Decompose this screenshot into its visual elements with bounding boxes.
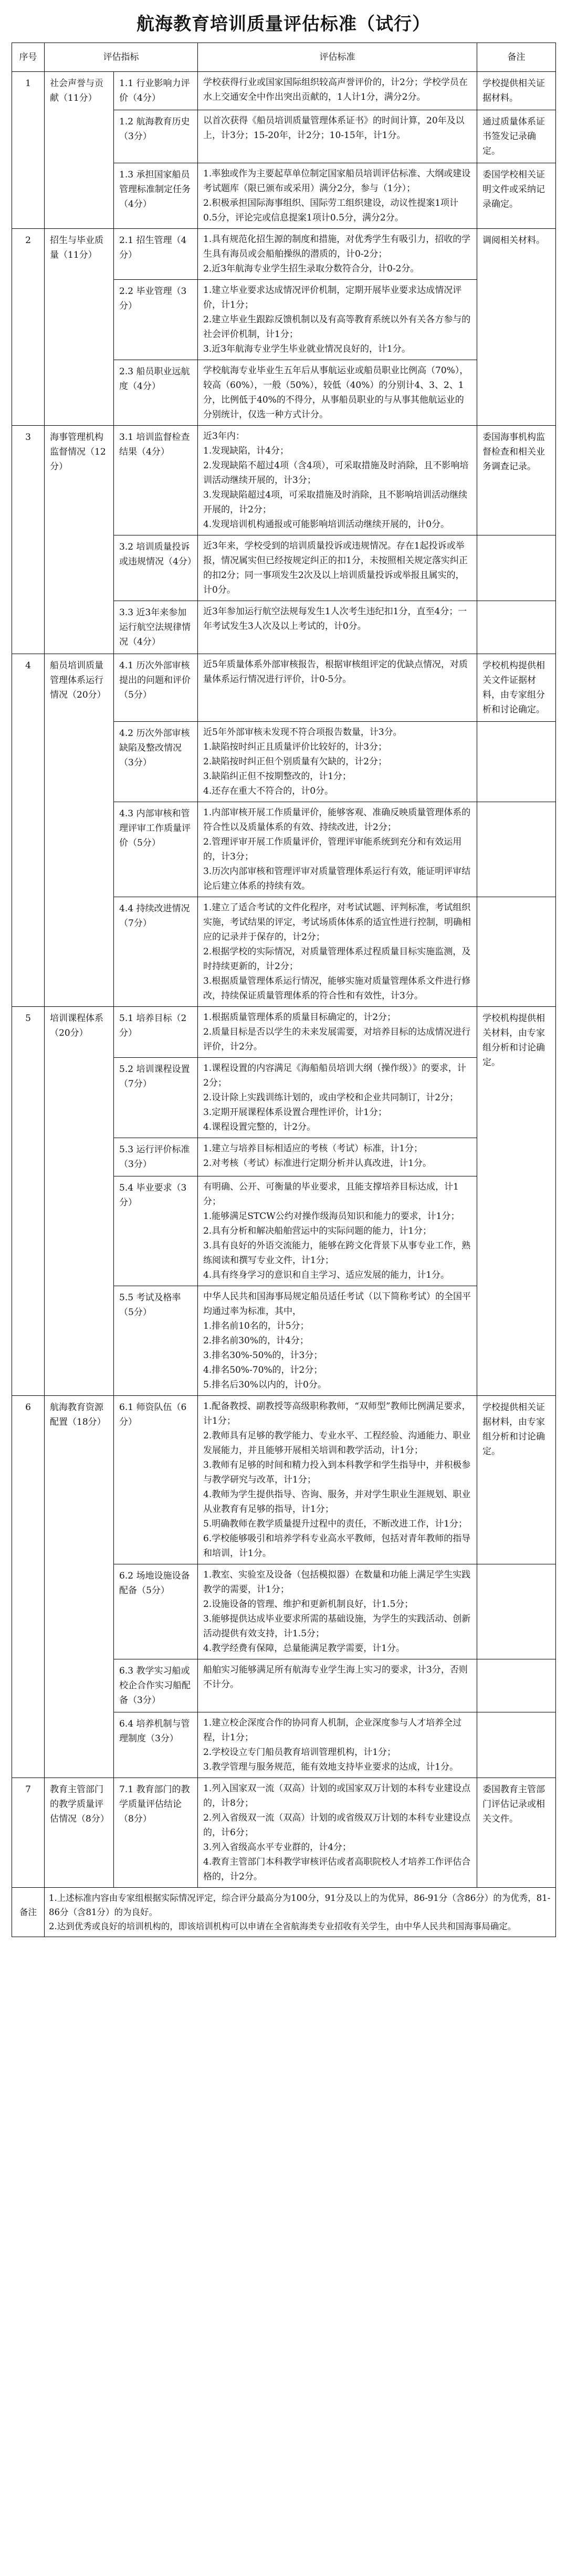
note-cell [477, 897, 556, 1007]
standard-line: 3.近3年航海专业学生毕业就业情况良好的，计1分。 [203, 344, 411, 354]
standard-line: 2.积极承担国际海事组织、国际劳工组织建设，动议性提案1项计0.5分，评论完或信息提案1项计0.5分，满分2分。 [203, 198, 459, 223]
row-seq: 2 [12, 229, 45, 426]
standard-line: 3.具有良好的外语交流能力，能够在跨文化背景下从事专业工作，熟练阅读和撰写专业文件，计1分； [203, 1240, 471, 1266]
standard-cell [198, 897, 477, 1007]
level2-indicator: 1.2 航海教育历史（3分） [114, 110, 198, 163]
note-cell [477, 722, 556, 802]
standard-cell [198, 535, 477, 601]
standard-line: 近3年内： [203, 431, 245, 441]
standard-line: 1.配备教授、副教授等高级职称教师，“双师型”教师比例满足要求，计1分； [203, 1401, 471, 1426]
standard-line: 3.排名30%-50%的，计3分； [203, 1350, 323, 1361]
row-seq: 5 [12, 1007, 45, 1396]
standard-line: 有明确、公开、可衡量的毕业要求，且能支撑培养目标达成，计1分； [203, 1182, 459, 1207]
standard-line: 2.教师具有足够的教学能力、专业水平、工程经验、沟通能力、职业发展能力，并且能够开展相关培训和教学活动，计1分； [203, 1431, 471, 1456]
standard-cell [198, 1778, 477, 1888]
level2-indicator: 4.4 持续改进情况（7分） [114, 897, 198, 1007]
standard-line: 1.根据质量管理体系的质量目标确定的，计2分； [203, 1012, 396, 1023]
standard-cell [198, 163, 477, 229]
standard-line: 5.排名后30%以内的，计0分。 [203, 1380, 327, 1390]
standard-cell [198, 1396, 477, 1564]
header-note: 备注 [477, 43, 556, 72]
level2-indicator: 2.2 毕业管理（3分） [114, 280, 198, 360]
standard-cell [198, 1564, 477, 1659]
standard-cell [198, 802, 477, 897]
level2-indicator: 4.1 历次外部审核提出的问题和评价（5分） [114, 654, 198, 722]
standard-line: 2.具有分析和解决船舶营运中的实际问题的能力，计1分； [203, 1226, 432, 1236]
header-seq: 序号 [12, 43, 45, 72]
standard-line: 2.列入省级双一流（双高）计划的或省级双万计划的本科专业建设点的，计6分； [203, 1813, 471, 1838]
standard-line: 1.建立校企深度合作的协同育人机制，企业深度参与人才培养全过程，计1分； [203, 1718, 462, 1743]
level2-indicator: 3.3 近3年来参加运行航空法规律情况（4分） [114, 601, 198, 654]
standard-line: 2.排名前30%的，计4分； [203, 1336, 309, 1346]
standard-line: 1.建立与培养目标相适应的考核（考试）标准，计1分； [203, 1143, 423, 1154]
note-cell: 通过质量体系证书签发记录确定。 [477, 110, 556, 163]
standard-line: 3.历次内部审核和管理评审对质量管理体系运行有效，能证明评审结论后建立体系的持续有效。 [203, 866, 471, 891]
standard-line: 1.内部审核开展工作质量评价，能够客观、准确反映质量管理体系的符合性以及质量体系的有效、持续改进，计2分； [203, 807, 471, 833]
standard-cell [198, 654, 477, 722]
note-cell [477, 1564, 556, 1659]
standard-line: 以首次获得《船员培训质量管理体系证书》的时间计算，20年及以上，计3分；15-20年，计2分；10-15年，计1分。 [203, 115, 465, 141]
standard-line: 1.排名前10名的，计5分； [203, 1321, 309, 1331]
table-row [12, 1778, 556, 1888]
header-indicator: 评估指标 [45, 43, 198, 72]
table-row [12, 1007, 556, 1058]
note-cell: 学校机构提供相关材料，由专家组分析和讨论确定。 [477, 1007, 556, 1396]
row-seq: 7 [12, 1778, 45, 1888]
note-cell: 委国教育主管部门评估记录或相关文件。 [477, 1778, 556, 1888]
standard-line: 4.具有终身学习的意识和自主学习、适应发展的能力，计1分。 [203, 1270, 450, 1280]
standard-cell [198, 280, 477, 360]
standard-line: 1.能够满足STCW公约对操作级海员知识和能力的要求，计1分； [203, 1211, 460, 1222]
standard-line: 2.质量目标是否以学生的未来发展需要，对培养目标的达成情况进行评价，计2分。 [203, 1027, 471, 1052]
standard-line: 学校航海专业毕业生五年后从事航运业或船员职业比例高（70%），较高（60%），一般（50%），较低（40%）的分别计4、3、2、1分，比例低于40%的不得分，从事船员职业的与从事其他航运业的分别统计，仅选一种方式计分。 [203, 365, 469, 420]
standard-line: 3.定期开展课程体系设置合理性评价，计1分； [203, 1107, 387, 1118]
standard-line: 4.发现培训机构通报或可能影响培训活动继续开展的，计0分。 [203, 519, 450, 530]
standard-cell [198, 426, 477, 535]
note-cell [477, 1712, 556, 1778]
level1-indicator: 社会声誉与贡献（11分） [45, 72, 114, 229]
table-row [12, 72, 556, 110]
note-cell: 委国海事机构监督检查和相关业务调查记录。 [477, 426, 556, 535]
table-row [12, 426, 556, 535]
standard-line: 2.对考核（考试）标准进行定期分析并认真改进，计1分。 [203, 1158, 432, 1169]
level2-indicator: 1.1 行业影响力评价（4分） [114, 72, 198, 110]
level2-indicator: 2.1 招生管理（4分） [114, 229, 198, 280]
level2-indicator: 6.2 场地设施设备配备（5分） [114, 1564, 198, 1659]
standard-cell [198, 1286, 477, 1396]
level2-indicator: 5.4 毕业要求（3分） [114, 1176, 198, 1286]
standard-line: 4.教学经费有保障，总量能满足教学需要，计1分。 [203, 1643, 405, 1654]
standard-line: 2.学校设立专门船员教育培训管理机构，计1分； [203, 1747, 396, 1758]
standard-line: 3.能够提供达成毕业要求所需的基础设施，为学生的实践活动、创新活动提供有效支持，计1.5分； [203, 1614, 471, 1639]
standard-cell [198, 72, 477, 110]
note-cell: 学校提供相关证据材料，由专家组分析和讨论确定。 [477, 1396, 556, 1564]
footer-text [45, 1888, 556, 1937]
footer-line: 1.上述标准内容由专家组根据实际情况评定，综合评分最高分为100分，91分及以上的为优异，86-91分（含86分）的为优秀，81-86分（含81分）的为良好。 [49, 1893, 551, 1917]
standard-line: 近3年来，学校受到的培训质量投诉或违规情况。存在1起投诉或举报，情况属实但已经按规定纠正的扣1分，未按照相关规定落实纠正的扣2分；同一事项发生2次及以上培训质量投诉或举报且属实的，计0分。 [203, 541, 468, 595]
standard-line: 4.课程设置完整的，计2分。 [203, 1122, 316, 1132]
standard-line: 3.缺陷纠正但不按期整改的，计1分； [203, 771, 352, 782]
standard-line: 1.缺陷按时纠正且质量评价比较好的，计3分； [203, 742, 387, 752]
standard-line: 1.率独或作为主要起草单位制定国家船员培训评估标准、大纲或建设考试题库（限已颁布或采用）满分2分，参与（1分）； [203, 169, 471, 194]
standard-line: 2.缺陷按时纠正但个别质量有欠缺的，计2分； [203, 756, 387, 767]
level2-indicator: 7.1 教育部门的教学质量评估结论（8分） [114, 1778, 198, 1888]
standard-line: 中华人民共和国海事局规定船员适任考试（以下简称考试）的全国平均通过率为标准，其中， [203, 1291, 471, 1317]
note-cell [477, 535, 556, 601]
row-seq: 4 [12, 654, 45, 1007]
level1-indicator: 招生与毕业质量（11分） [45, 229, 114, 426]
standard-cell [198, 1138, 477, 1176]
standard-line: 2.管理评审开展工作质量评价，管理评审能系统到充分和有效运用的，计3分； [203, 837, 462, 862]
table-row [12, 1396, 556, 1564]
standard-cell [198, 722, 477, 802]
level1-indicator: 培训课程体系（20分） [45, 1007, 114, 1396]
note-cell [477, 601, 556, 654]
standard-line: 3.列入省级高水平专业群的，计4分； [203, 1842, 352, 1853]
standard-line: 2.近3年航海专业学生招生录取分数符合分，计0-2分。 [203, 264, 419, 274]
standard-line: 1.建立毕业要求达成情况评价机制，定期开展毕业要求达成情况评价，计1分； [203, 285, 462, 310]
table-body [12, 72, 556, 1888]
standard-line: 近3年参加运行航空法规每发生1人次考生违纪扣1分，直至4分；一年考试发生3人次及以上考试的，计0分。 [203, 606, 467, 632]
page [0, 9, 567, 1937]
standard-line: 2.发现缺陷不超过4项（含4项），可采取措施及时消除，且不影响培训活动继续开展的，计3分； [203, 460, 469, 486]
level2-indicator: 5.2 培训课程设置（7分） [114, 1058, 198, 1138]
standard-cell [198, 601, 477, 654]
table-header-row [12, 43, 556, 72]
standard-cell [198, 1007, 477, 1058]
level1-indicator: 教育主管部门的教学质量评估情况（8分） [45, 1778, 114, 1888]
standard-line: 3.发现缺陷超过4项，可采取措施及时消除，且不影响培训活动继续开展的，计2分； [203, 490, 468, 515]
standard-line: 4.教师为学生提供指导、咨询、服务，并对学生职业生涯规划、职业从业教育有足够的指导，计1分； [203, 1489, 471, 1515]
level2-indicator: 3.1 培训监督检查结果（4分） [114, 426, 198, 535]
note-cell: 调阅相关材料。 [477, 229, 556, 426]
assessment-table [12, 43, 556, 1937]
standard-line: 4.还存在重大不符合的，计0分。 [203, 786, 334, 796]
page-title: 航海教育培训质量评估标准（试行） [136, 14, 430, 35]
note-cell: 委国学校相关证明文件或采纳记录确定。 [477, 163, 556, 229]
level2-indicator: 4.2 历次外部审核缺陷及整改情况（3分） [114, 722, 198, 802]
standard-line: 3.根据质量管理体系运行情况，能够实施对质量管理体系文件进行修改，持续保证质量管理体系的符合性和有效性，计3分。 [203, 976, 471, 1001]
standard-line: 近5年质量体系外部审核报告，根据审核组评定的优缺点情况，对质量体系运行情况进行评价，计0-5分。 [203, 659, 468, 685]
standard-line: 学校获得行业或国家国际组织较高声誉评价的，计2分；学校学员在水上交通安全中作出突出贡献的，1人计1分，满分2分。 [203, 77, 468, 102]
level2-indicator: 5.5 考试及格率（5分） [114, 1286, 198, 1396]
level2-indicator: 6.1 师资队伍（6分） [114, 1396, 198, 1564]
standard-cell [198, 1058, 477, 1138]
level2-indicator: 5.3 运行评价标准（3分） [114, 1138, 198, 1176]
footer-line: 2.达到优秀或良好的培训机构的，即该培训机构可以申请在全省航海类专业招收有关学生，由中华人民共和国海事局确定。 [49, 1921, 517, 1931]
row-seq: 3 [12, 426, 45, 654]
standard-cell [198, 229, 477, 280]
level2-indicator: 5.1 培养目标（2分） [114, 1007, 198, 1058]
standard-line: 3.教师有足够的时间和精力投入到本科教学和学生指导中，并积极参与教学研究与改革，计1分； [203, 1460, 471, 1485]
standard-line: 2.根据学校的实际情况，对质量管理体系过程质量目标实施监测，及时持续更新的，计2分； [203, 947, 471, 972]
level2-indicator: 4.3 内部审核和管理评审工作质量评价（5分） [114, 802, 198, 897]
row-seq: 1 [12, 72, 45, 229]
note-cell [477, 802, 556, 897]
standard-line: 1.教室、实验室及设备（包括模拟器）在数量和功能上满足学生实践教学的需要，计1分； [203, 1570, 471, 1595]
level1-indicator: 船员培训质量管理体系运行情况（20分） [45, 654, 114, 1007]
standard-line: 1.列入国家双一流（双高）计划的或国家双万计划的本科专业建设点的，计8分； [203, 1783, 471, 1809]
standard-line: 5.明确教师在教学质量提升过程中的责任，不断改进工作，计1分； [203, 1519, 468, 1529]
level2-indicator: 6.4 培养机制与管理制度（3分） [114, 1712, 198, 1778]
standard-line: 船舶实习能够满足所有航海专业学生海上实习的要求，计3分，否则不计分。 [203, 1665, 468, 1690]
table-row [12, 654, 556, 722]
header-standard: 评估标准 [198, 43, 477, 72]
standard-line: 2.建立毕业生跟踪反馈机制以及有高等教育系统以外有关各方参与的社会评价机制，计1分； [203, 314, 471, 340]
standard-line: 6.学校能够吸引和培养学科专业高水平教师，包括对青年教师的指导和培训，计1分。 [203, 1533, 471, 1559]
standard-line: 2.设计除上实践训练计划的，或由学校和企业共同制订，计2分； [203, 1092, 459, 1103]
level1-indicator: 航海教育资源配置（18分） [45, 1396, 114, 1778]
standard-line: 4.教育主管部门本科教学审核评估或者高职院校人才培养工作评估合格的，计2分。 [203, 1857, 471, 1882]
standard-line: 2.设施设备的管理、维护和更新机制良好，计1.5分； [203, 1599, 414, 1610]
standard-cell [198, 1176, 477, 1286]
standard-line: 1.课程设置的内容满足《海船船员培训大纲（操作级）》的要求，计2分； [203, 1063, 466, 1088]
row-seq: 6 [12, 1396, 45, 1778]
standard-line: 1.建立了适合考试的文件化程序，对考试试题、评判标准，考试组织实施，考试结果的评定，考试场质体体系的适宜性进行控制，明确相应的记录并于保存的，计2分； [203, 902, 471, 942]
footer-row [12, 1888, 556, 1937]
standard-cell [198, 1659, 477, 1712]
table-row [12, 229, 556, 280]
standard-line: 4.排名50%-70%的，计2分； [203, 1365, 323, 1375]
level2-indicator: 6.3 教学实习船或校企合作实习船配备（3分） [114, 1659, 198, 1712]
level2-indicator: 3.2 培训质量投诉或违规情况（4分） [114, 535, 198, 601]
footer-label: 备注 [12, 1888, 45, 1937]
standard-cell [198, 1712, 477, 1778]
level2-indicator: 2.3 船员职业远航度（4分） [114, 360, 198, 426]
note-cell: 学校机构提供相关文件证据材料，由专家组分析和讨论确定。 [477, 654, 556, 722]
level2-indicator: 1.3 承担国家船员管理标准制定任务（4分） [114, 163, 198, 229]
standard-line: 1.发现缺陷，计4分； [203, 446, 289, 456]
note-cell [477, 1659, 556, 1712]
standard-line: 近5年外部审核未发现不符合项报告数量，计3分。 [203, 727, 402, 738]
standard-line: 3.教学管理与服务规范，能有效地支持毕业要求的达成，计1分。 [203, 1762, 459, 1772]
standard-line: 1.具有规范化招生源的制度和措施，对优秀学生有吸引力，招收的学生具有海员或会船舶操纵的潜质的，计0-2分； [203, 234, 471, 259]
standard-cell [198, 110, 477, 163]
note-cell: 学校提供相关证据材料。 [477, 72, 556, 110]
standard-cell [198, 360, 477, 426]
level1-indicator: 海事管理机构监督情况（12分） [45, 426, 114, 654]
